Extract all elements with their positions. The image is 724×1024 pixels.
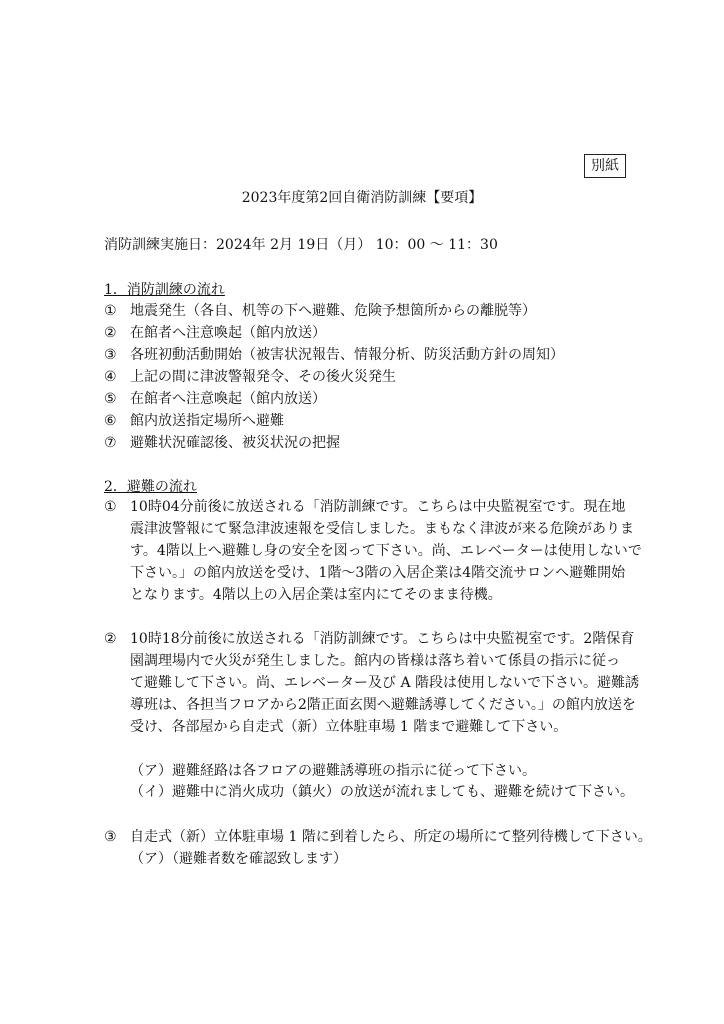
document-title: 2023年度第2回自衛消防訓練【要項】 [241, 190, 483, 206]
evacuation-step-2 [104, 628, 639, 738]
paragraph-line: 下さい。」の館内放送を受け、1階～3階の入居企業は4階交流サロンへ避難開始 [130, 565, 626, 581]
paragraph-line: 震津波警報にて緊急津波速報を受信しました。まもなく津波が来る危険がありま [130, 521, 634, 537]
list-item [104, 322, 326, 342]
sub-item: （ア）避難経路は各フロアの避難誘導班の指示に従って下さい。 [130, 763, 536, 779]
item-number: ② [104, 631, 117, 647]
item-text: 館内放送指定場所へ避難 [130, 413, 284, 429]
paragraph-line: て避難して下さい。尚、エレベーター及び A 階段は使用しないで下さい。避難誘 [130, 675, 640, 691]
paragraph-line [104, 628, 639, 650]
paragraph-line: す。4階以上へ避難し身の安全を図って下さい。尚、エレベーターは使用しないで [130, 543, 642, 559]
item-text: 避難状況確認後、被災状況の把握 [130, 435, 340, 451]
item-number: ① [104, 303, 117, 319]
item-number: ⑥ [104, 413, 117, 429]
item-text: 在館者へ注意喚起（館内放送） [130, 325, 326, 341]
list-item [104, 388, 326, 408]
paragraph-line: となります。4階以上の入居企業は室内にてそのまま待機。 [130, 587, 502, 603]
item-text: 自走式（新）立体駐車場 1 階に到着したら、所定の場所にて整列待機して下さい。 [130, 829, 652, 845]
item-text: 地震発生（各自、机等の下へ避難、危険予想箇所からの離脱等） [130, 303, 536, 319]
list-item [104, 410, 284, 430]
sub-item: （イ）避難中に消火成功（鎮火）の放送が流れましても、避難を続けて下さい。 [130, 784, 634, 800]
training-date: 消防訓練実施日：2024年 2月 19日（月） 10：00 ～ 11：30 [104, 237, 498, 253]
item-number: ② [104, 325, 117, 341]
item-number: ③ [104, 829, 117, 845]
item-text: 在館者へ注意喚起（館内放送） [130, 391, 326, 407]
list-item [104, 300, 536, 320]
item-number: ④ [104, 369, 117, 385]
attachment-badge: 別紙 [584, 154, 626, 178]
list-item [104, 344, 564, 364]
item-text: 上記の間に津波警報発令、その後火災発生 [130, 369, 396, 385]
evacuation-step-1 [104, 496, 642, 606]
list-item [104, 432, 340, 452]
paragraph-line: 受け、各部屋から自走式（新）立体駐車場 1 階まで避難して下さい。 [130, 719, 568, 735]
section1-heading: 1．消防訓練の流れ [104, 282, 225, 298]
section2-heading: 2．避難の流れ [104, 479, 197, 495]
list-item [104, 366, 396, 386]
item-number: ⑤ [104, 391, 117, 407]
sub-item: （ア）（避難者数を確認致します） [130, 851, 347, 867]
item-text: 各班初動活動開始（被害状況報告、情報分析、防災活動方針の周知） [130, 347, 564, 363]
item-number: ① [104, 499, 117, 515]
paragraph-line [104, 496, 642, 518]
paragraph-line: 導班は、各担当フロアから2階正面玄関へ避難誘導してください。」の館内放送を [130, 697, 636, 713]
line-text: 10時04分前後に放送される「消防訓練です。こちらは中央監視室です。現在地 [130, 499, 626, 515]
item-number: ③ [104, 347, 117, 363]
evacuation-step-3 [104, 826, 652, 846]
line-text: 10時18分前後に放送される「消防訓練です。こちらは中央監視室です。2階保育 [130, 631, 635, 647]
paragraph-line: 園調理場内で火災が発生しました。館内の皆様は落ち着いて係員の指示に従っ [130, 653, 620, 669]
item-number: ⑦ [104, 435, 117, 451]
